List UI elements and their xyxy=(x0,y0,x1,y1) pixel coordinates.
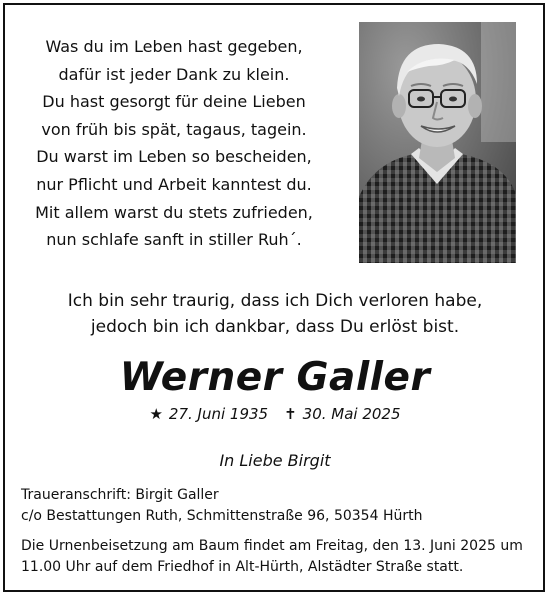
poem-line: von früh bis spät, tagaus, tagein. xyxy=(41,119,307,139)
intro-line: jedoch bin ich dankbar, dass Du erlöst bist. xyxy=(90,317,460,337)
poem-line: nun schlafe sanft in stiller Ruh´. xyxy=(46,230,302,250)
address-line: c/o Bestattungen Ruth, Schmittenstraße 96, 50354 Hürth xyxy=(21,507,423,524)
portrait-photo xyxy=(359,22,516,263)
poem-line: Du hast gesorgt für deine Lieben xyxy=(42,92,306,112)
poem-line: dafür ist jeder Dank zu klein. xyxy=(58,64,290,84)
poem-line: Mit allem warst du stets zufrieden, xyxy=(35,202,313,222)
address-line: Traueranschrift: Birgit Galler xyxy=(21,487,219,503)
death-date: 30. Mai 2025 xyxy=(302,405,401,423)
deceased-name: Werner Galler xyxy=(119,355,431,400)
star-icon: ★ xyxy=(149,405,163,423)
life-dates xyxy=(0,404,550,424)
intro-text xyxy=(0,288,550,340)
cross-icon: ✝ xyxy=(284,405,297,423)
memorial-poem xyxy=(14,33,334,254)
poem-line: Du warst im Leben so bescheiden, xyxy=(36,147,312,167)
burial-line: 11.00 Uhr auf dem Friedhof in Alt-Hürth, Alstädter Straße statt. xyxy=(21,558,464,575)
portrait-illustration xyxy=(359,22,516,263)
intro-line: Ich bin sehr traurig, dass ich Dich verloren habe, xyxy=(67,291,483,311)
burial-info xyxy=(21,536,533,577)
mourning-address xyxy=(21,485,422,526)
birth-date: 27. Juni 1935 xyxy=(168,405,269,423)
poem-line: Was du im Leben hast gegeben, xyxy=(45,37,303,56)
burial-line: Die Urnenbeisetzung am Baum findet am Freitag, den 13. Juni 2025 um xyxy=(21,538,523,554)
poem-line: nur Pflicht und Arbeit kanntest du. xyxy=(36,174,312,194)
signoff: In Liebe Birgit xyxy=(219,451,331,470)
